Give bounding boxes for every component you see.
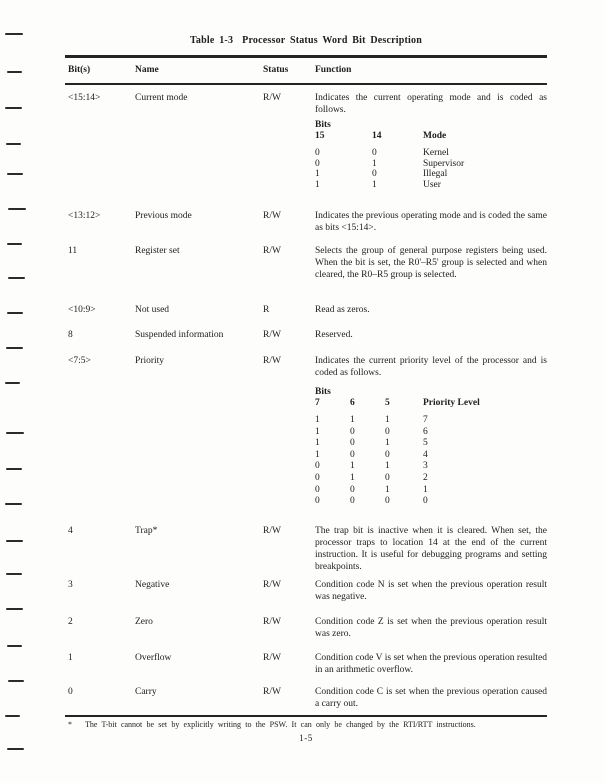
status-cell: R [263,305,270,315]
binder-mark [6,432,24,434]
status-cell: R/W [263,653,281,663]
table-row [65,92,547,190]
table-row [65,652,547,676]
function-text: Indicates the current priority level of the processor and is coded as follows. [315,356,547,378]
binder-mark [6,143,21,145]
function-text: Condition code C is set when the previous operation caused a carry out. [315,687,547,709]
table-row [65,525,547,573]
name-cell: Not used [135,305,170,315]
binder-mark [5,382,20,384]
function-cell [315,304,547,316]
footnote-text: The T-bit cannot be set by explicitly writing to the PSW. It can only be changed by the RTI/RTT instructions. [85,720,476,729]
binder-mark [7,748,24,750]
bit-cell: 3 [68,580,73,590]
binder-mark [7,243,22,245]
bit-cell: 2 [68,617,73,627]
table-row [65,579,547,603]
name-cell: Register set [135,246,180,256]
binder-mark [6,347,23,349]
priority-row: 0 0 0 0 [315,496,428,507]
binder-mark [5,107,22,109]
status-cell: R/W [263,580,281,590]
status-cell: R/W [263,687,281,697]
bit-cell: 11 [68,246,78,256]
mode-row: 1 0 Illegal [315,169,448,179]
binder-mark [5,715,20,717]
function-cell [315,355,547,508]
binder-mark [6,573,22,575]
priority-row: 0 0 1 1 [315,484,428,495]
priority-row: 0 1 1 3 [315,461,428,472]
function-text: Condition code Z is set when the previous operation result was zero. [315,617,547,639]
status-cell: R/W [263,211,281,221]
table-row [65,355,547,508]
function-cell [315,210,547,234]
binder-mark [6,468,22,470]
priority-row: 1 0 0 6 [315,426,428,437]
table-number: Table 1-3 [189,35,234,46]
table-row [65,304,547,316]
table-row [65,210,547,234]
binder-mark [8,277,25,279]
table-rule-header [65,83,547,85]
binder-mark [8,208,26,210]
binder-mark [7,312,23,314]
mode-row: 0 0 Kernel [315,148,449,158]
table-rule-bottom [65,715,547,717]
priority-row: 0 1 0 2 [315,472,428,483]
binder-mark [7,173,23,175]
column-header-status: Status [263,65,289,75]
name-cell: Carry [135,687,157,697]
table-row [65,686,547,710]
priority-table-bits-label: Bits [315,387,331,397]
name-cell: Previous mode [135,211,192,221]
page-title [65,35,547,46]
table-row [65,616,547,640]
binder-mark [5,33,23,35]
binder-mark [7,71,22,73]
column-header-bits: Bit(s) [68,65,91,75]
binder-mark [8,680,24,682]
priority-table-header: 7 6 5 Priority Level [315,398,480,408]
bit-cell: 0 [68,687,73,697]
footnote-marker: * [68,720,72,729]
status-cell: R/W [263,356,281,366]
bit-cell: <13:12> [68,211,101,221]
bit-cell: <7:5> [68,356,91,366]
function-cell [315,686,547,710]
name-cell: Suspended information [135,330,224,340]
function-cell [315,92,547,190]
mode-table [315,120,547,190]
function-cell [315,245,547,281]
mode-row: 0 1 Supervisor [315,158,465,169]
footnote [65,720,547,730]
mode-row: 1 1 User [315,179,441,190]
binder-mark [6,608,23,610]
binder-mark [7,645,22,647]
table-title-text: Processor Status Word Bit Description [242,35,422,46]
name-cell: Trap* [135,526,158,536]
function-text: Indicates the current operating mode and is coded as follows. [315,93,547,115]
name-cell: Zero [135,617,153,627]
status-cell: R/W [263,246,281,256]
bit-cell: 8 [68,330,73,340]
function-text: The trap bit is inactive when it is cleared. When set, the processor traps to location 14 at the end of the current instruction. It is useful for debugging programs and setting breakpoints. [315,526,547,572]
table-rule-top [65,55,547,58]
priority-row: 1 0 1 5 [315,438,428,449]
binder-mark [6,540,23,542]
function-cell [315,579,547,603]
status-cell: R/W [263,330,281,340]
column-header-name: Name [135,65,159,75]
function-cell [315,525,547,573]
mode-table-bits-label: Bits [315,120,331,130]
priority-row: 1 1 1 7 [315,415,428,425]
priority-table [315,387,547,508]
function-text: Condition code V is set when the previous operation resulted in an arithmetic overflow. [315,653,547,675]
name-cell: Priority [135,356,165,366]
function-cell [315,329,547,341]
priority-row: 1 0 0 4 [315,449,428,460]
function-text: Condition code N is set when the previous operation result was negative. [315,580,547,602]
column-header-function: Function [315,65,352,75]
bit-cell: <10:9> [68,305,96,315]
status-cell: R/W [263,617,281,627]
mode-table-header: 15 14 Mode [315,131,447,141]
function-text: Selects the group of general purpose registers being used. When the bit is set, the R0'–R5' group is selected and when cleared, the R0–R5 group is selected. [315,246,547,280]
name-cell: Overflow [135,653,172,663]
status-cell: R/W [263,526,281,536]
bit-cell: 4 [68,526,73,536]
status-cell: R/W [263,93,281,103]
bit-cell: <15:14> [68,93,101,103]
function-text: Indicates the previous operating mode and is coded the same as bits <15:14>. [315,211,547,233]
page-number: 1-5 [299,733,313,743]
name-cell: Current mode [135,93,188,103]
name-cell: Negative [135,580,170,590]
function-text: Read as zeros. [315,305,370,315]
table-row [65,245,547,281]
function-text: Reserved. [315,330,353,340]
table-row [65,329,547,341]
function-cell [315,616,547,640]
binder-mark [5,503,22,505]
function-cell [315,652,547,676]
bit-cell: 1 [68,653,73,663]
